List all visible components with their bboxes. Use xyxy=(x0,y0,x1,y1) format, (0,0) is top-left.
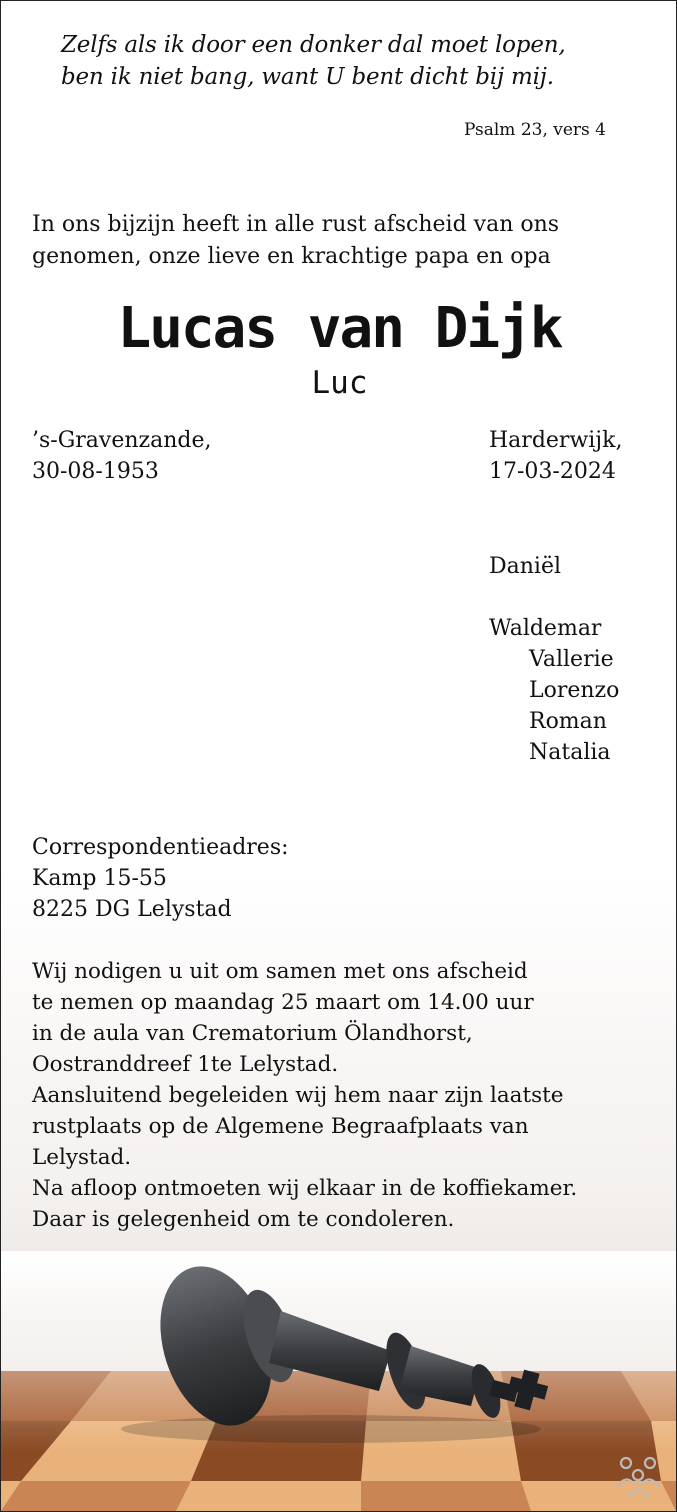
invitation-line: Oostranddreef 1te Lelystad. xyxy=(32,1052,339,1077)
invitation-line: Lelystad. xyxy=(32,1145,132,1170)
grandchild: Lorenzo xyxy=(529,678,620,703)
verse-line-1: Zelfs als ik door een donker dal moet lopen, xyxy=(61,32,566,58)
invitation-line: in de aula van Crematorium Ölandhorst, xyxy=(32,1021,473,1046)
invitation-line: Wij nodigen u uit om samen met ons afscheid xyxy=(32,959,528,984)
intro-line-1: In ons bijzijn heeft in alle rust afscheid van ons xyxy=(32,212,560,237)
bible-verse xyxy=(61,29,621,93)
birth-place: ’s-Gravenzande, xyxy=(32,428,212,453)
grandchild: Vallerie xyxy=(529,647,614,672)
invitation-line: Na afloop ontmoeten wij elkaar in de koffiekamer. xyxy=(32,1176,578,1201)
chess-board xyxy=(1,1251,676,1511)
verse-reference: Psalm 23, vers 4 xyxy=(464,120,606,140)
family-son: Daniël xyxy=(489,554,562,579)
intro-text xyxy=(32,209,559,273)
birth-date: 30-08-1953 xyxy=(32,459,159,484)
people-group-logo-icon xyxy=(613,1455,663,1499)
death-date: 17-03-2024 xyxy=(489,459,616,484)
fallen-chess-king-on-board-icon xyxy=(1,1251,676,1511)
deceased-nickname: Luc xyxy=(311,365,368,401)
invitation-line: Daar is gelegenheid om te condoleren. xyxy=(32,1207,455,1232)
correspondence-label: Correspondentieadres: xyxy=(32,835,289,860)
deceased-name: Lucas van Dijk xyxy=(117,296,562,361)
correspondence-street: Kamp 15-55 xyxy=(32,866,167,891)
invitation-line: Aansluitend begeleiden wij hem naar zijn laatste xyxy=(32,1083,564,1108)
grandchild: Natalia xyxy=(529,740,611,765)
death-place: Harderwijk, xyxy=(489,428,623,453)
verse-line-2: ben ik niet bang, want U bent dicht bij mij. xyxy=(61,64,554,90)
correspondence-city: 8225 DG Lelystad xyxy=(32,897,232,922)
birth-info xyxy=(32,425,212,487)
correspondence-address xyxy=(32,832,289,925)
death-info xyxy=(489,425,622,487)
family-child: Waldemar xyxy=(489,616,602,641)
grandchild: Roman xyxy=(529,709,607,734)
invitation-line: te nemen op maandag 25 maart om 14.00 uur xyxy=(32,990,534,1015)
invitation-text xyxy=(32,956,577,1235)
invitation-line: rustplaats op de Algemene Begraafplaats van xyxy=(32,1114,529,1139)
intro-line-2: genomen, onze lieve en krachtige papa en opa xyxy=(32,244,551,269)
family-list xyxy=(489,613,619,768)
